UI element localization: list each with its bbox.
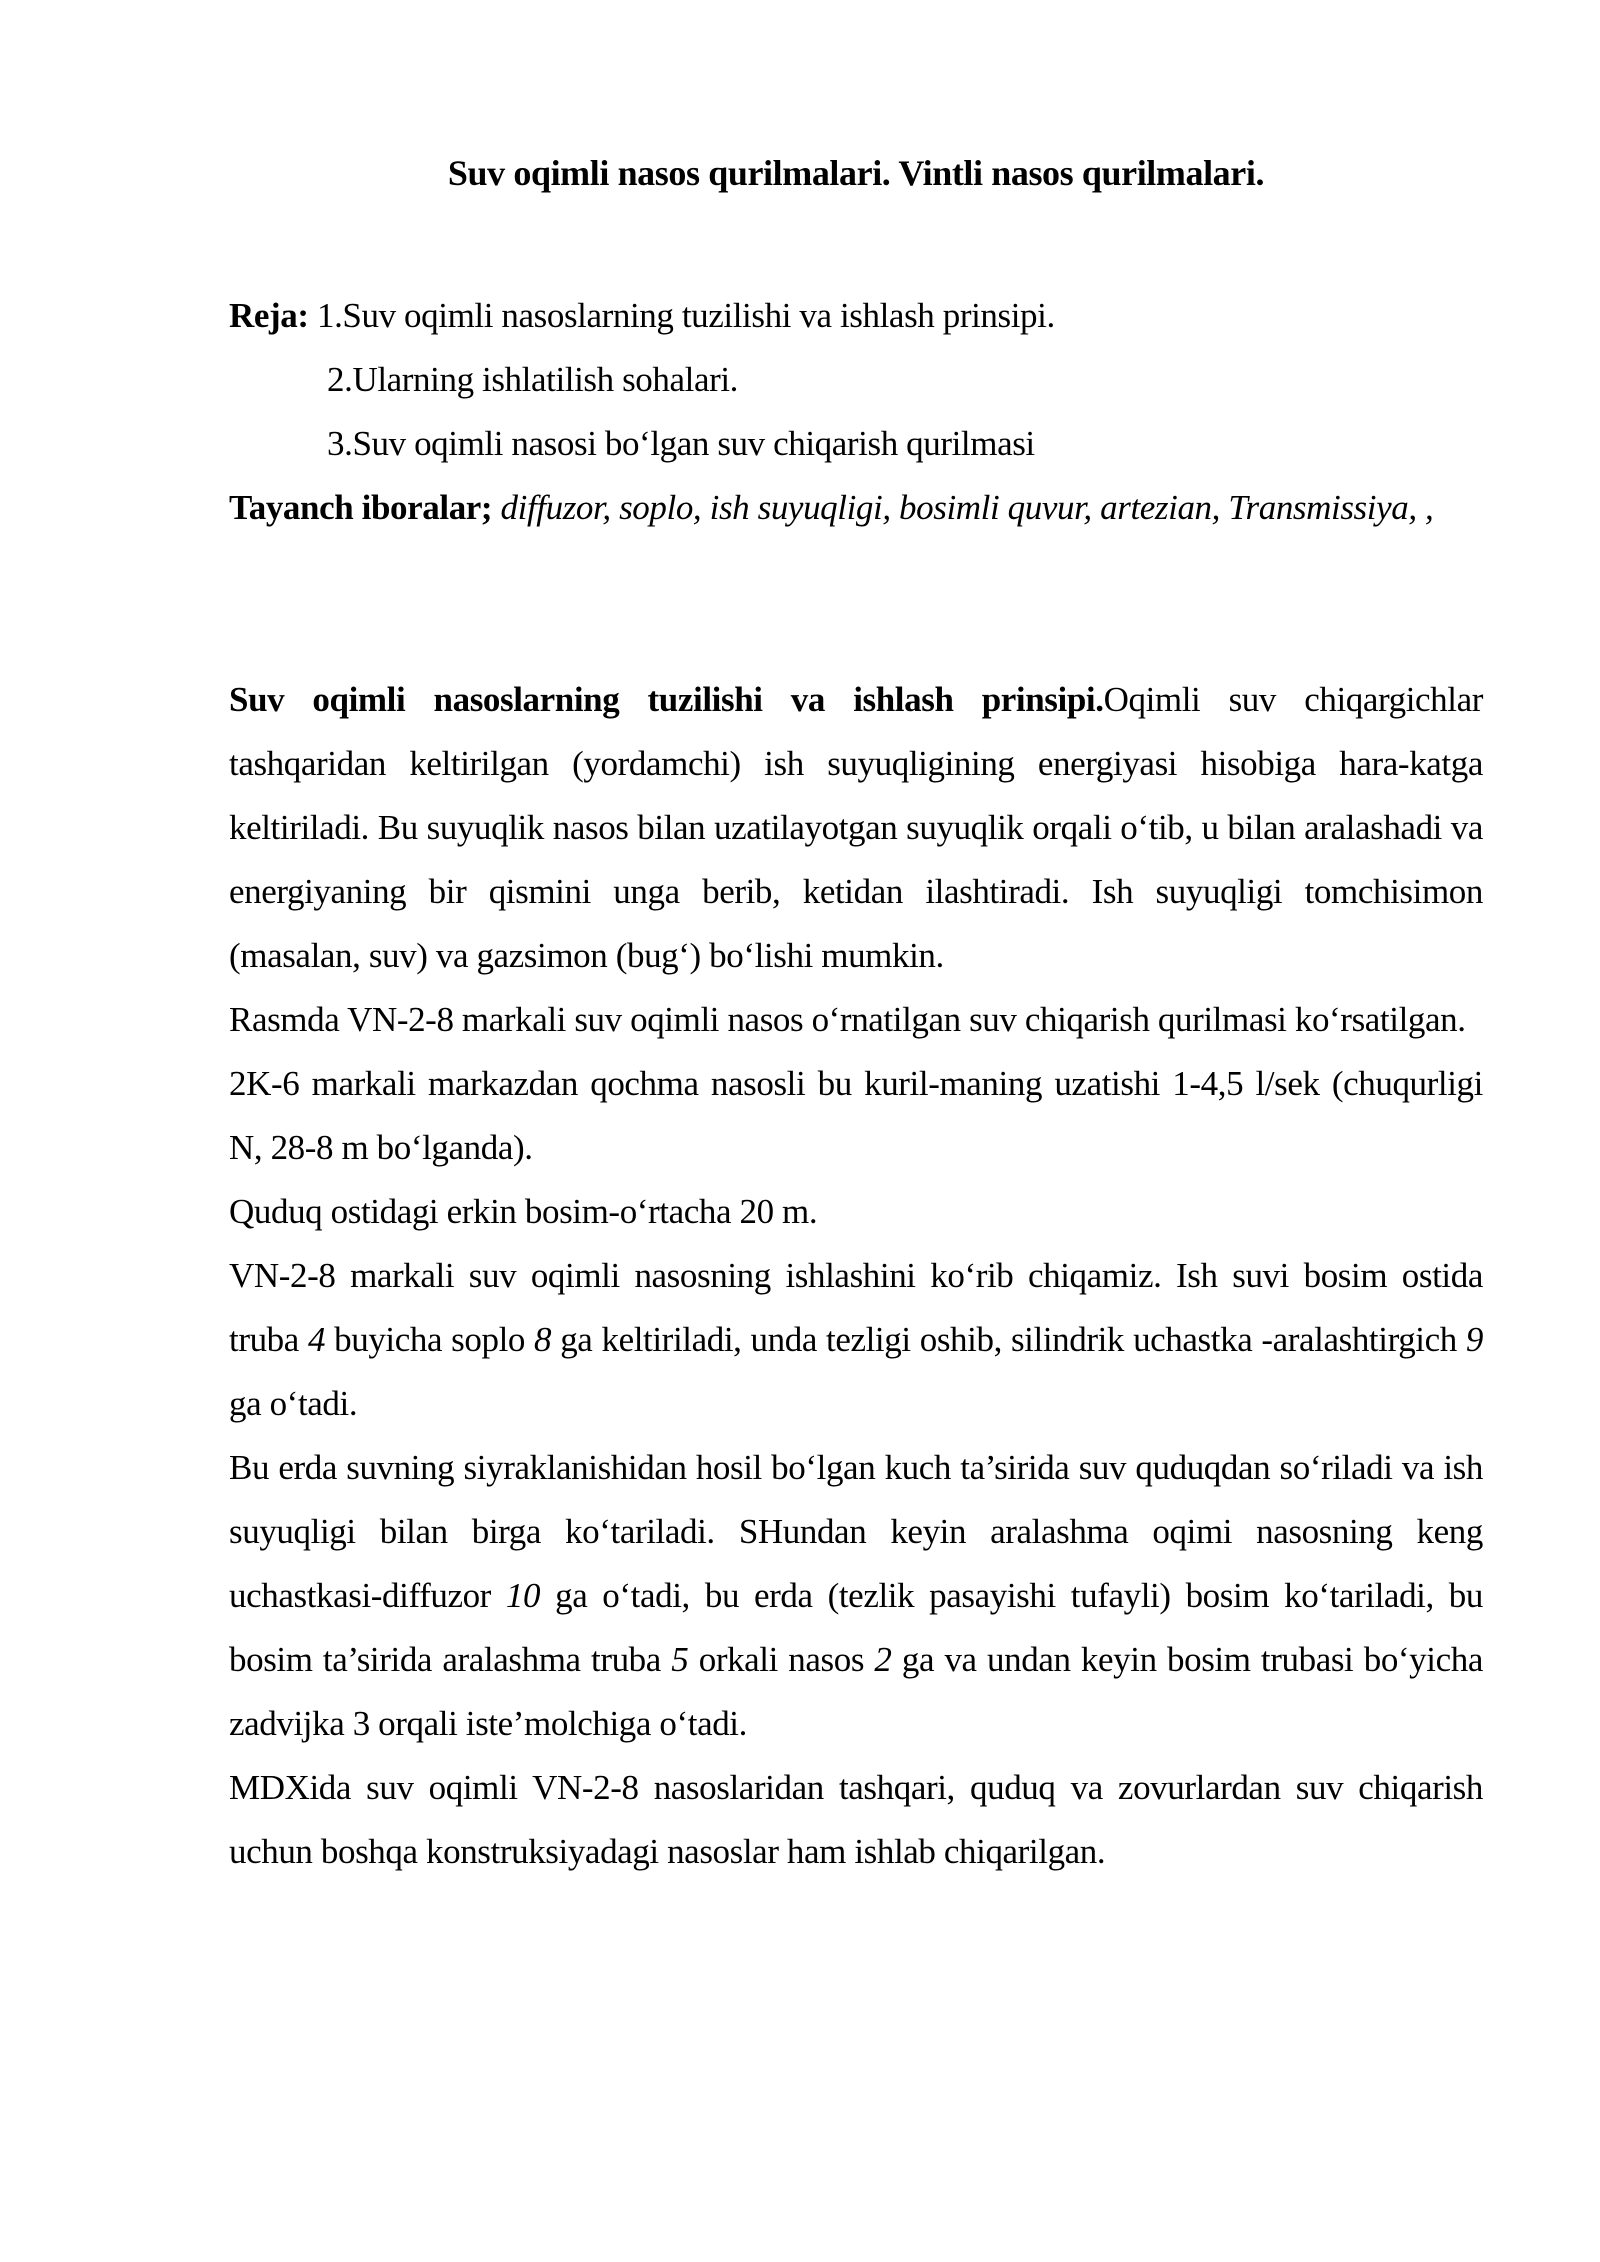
paragraph-1-text: Oqimli suv chiqargichlar tashqaridan keltirilgan (yordamchi) ish suyuqligining energiyasi hisobiga hara-katga keltiriladi. Bu suyuqlik nasos bilan uzatilayotgan suyuqlik orqali o‘tib, u bilan aralashadi va energiyaning bir qismini unga berib, ketidan ilashtiradi. Ish suyuqligi tomchisimon (masalan, suv) va gazsimon (bug‘) bo‘lishi mumkin. <box>229 680 1483 975</box>
plan-item-2: 2.Ularning ishlatilish sohalari. <box>327 360 739 399</box>
p6-run-0: Bu erda suvning siyraklanishidan hosil bo‘lgan kuch ta’sirida suv quduqdan so‘riladi va ish suyuqligi bilan birga ko‘tariladi. SHundan keyin aralashma oqimi nasosning keng uchastkasi-diffuzor <box>229 1448 1483 1615</box>
p6-ref-5: 5 <box>671 1640 689 1679</box>
p6-run-4: orkali nasos <box>688 1640 875 1679</box>
document-content <box>229 0 1483 1884</box>
keywords-paragraph <box>229 476 1483 540</box>
paragraph-2k6: 2K-6 markali markazdan qochma nasosli bu kuril-maning uzatishi 1-4,5 l/sek (chuqurligi N, 28-8 m bo‘lganda). <box>229 1064 1483 1167</box>
plan-item-1-text: 1.Suv oqimli nasoslarning tuzilishi va ishlash prinsipi. <box>308 296 1055 335</box>
paragraph-vn28-ishlashi <box>229 1244 1483 1436</box>
paragraph-structure-principle <box>229 668 1483 988</box>
p5-run-4: ga keltiriladi, unda tezligi oshib, silindrik uchastka -aralashtirgich <box>551 1320 1466 1359</box>
keywords-label: Tayanch iboralar; <box>229 488 493 527</box>
p5-ref-9: 9 <box>1465 1320 1484 1359</box>
p6-ref-2: 2 <box>874 1640 892 1679</box>
p5-run-2: buyicha soplo <box>325 1320 535 1359</box>
p5-run-0: VN-2-8 markali suv oqimli nasosning ishlashini ko‘rib chiqamiz. Ish suvi bosim ostida truba <box>229 1256 1483 1359</box>
body-text <box>229 668 1483 1884</box>
paragraph-quduq: Quduq ostidagi erkin bosim-o‘rtacha 20 m. <box>229 1192 818 1231</box>
paragraph-mdx: MDXida suv oqimli VN-2-8 nasoslaridan tashqari, quduq va zovurlardan suv chiqarish uchun boshqa konstruksiyadagi nasoslar ham ishlab chiqarilgan. <box>229 1768 1483 1871</box>
document-title: Suv oqimli nasos qurilmalari. Vintli nasos qurilmalari. <box>447 153 1265 193</box>
p5-ref-8: 8 <box>534 1320 552 1359</box>
plan-label: Reja: <box>229 296 309 335</box>
plan-item-3: 3.Suv oqimli nasosi bo‘lgan suv chiqarish qurilmasi <box>327 424 1035 463</box>
p6-run-2: ga o‘tadi, bu erda (tezlik pasayishi tufayli) bosim ko‘tariladi, bu bosim ta’sirida aralashma truba <box>229 1576 1484 1679</box>
p5-ref-4: 4 <box>307 1320 326 1359</box>
p6-run-6: ga va undan keyin bosim trubasi bo‘yicha zadvijka 3 orqali iste’molchiga o‘tadi. <box>229 1640 1483 1743</box>
p6-ref-10: 10 <box>505 1576 541 1615</box>
plan-item-1 <box>229 284 1483 348</box>
paragraph-rasmda: Rasmda VN-2-8 markali suv oqimli nasos o‘rnatilgan suv chiqarish qurilmasi ko‘rsatilgan. <box>229 1000 1466 1039</box>
paragraph-bu-erda <box>229 1436 1483 1756</box>
p5-run-6: ga o‘tadi. <box>229 1384 358 1423</box>
keywords-terms: diffuzor, soplo, ish suyuqligi, bosimli quvur, artezian, Transmissiya, , <box>492 488 1434 527</box>
paragraph-lead-in: Suv oqimli nasoslarning tuzilishi va ishlash prinsipi. <box>229 680 1104 719</box>
